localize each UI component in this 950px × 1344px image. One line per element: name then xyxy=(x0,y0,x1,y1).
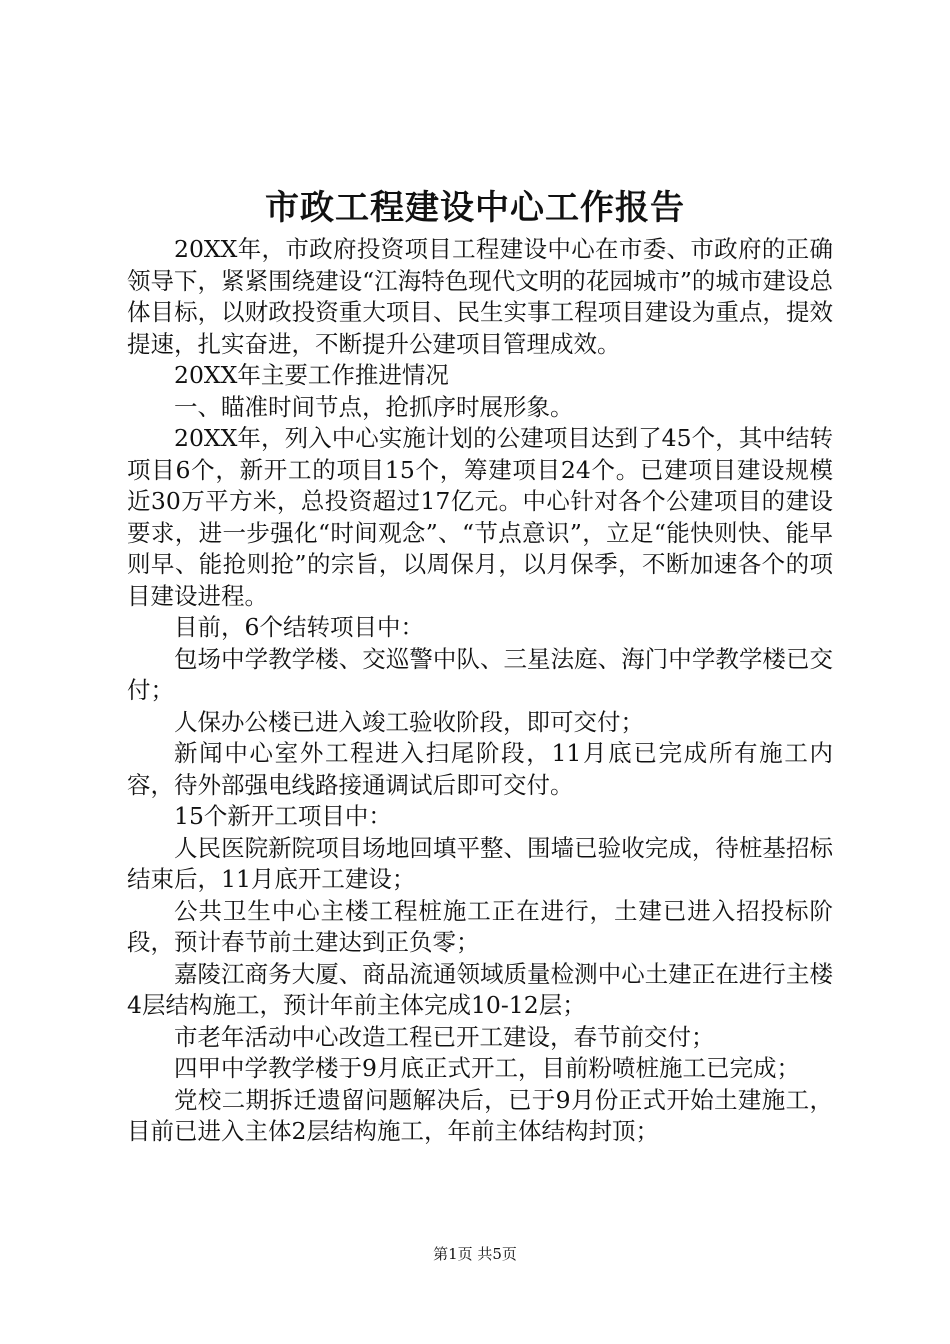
paragraph: 党校二期拆迁遗留问题解决后，已于9月份正式开始土建施工，目前已进入主体2层结构施工，年前主体结构封顶； xyxy=(127,1085,833,1145)
paragraph: 四甲中学教学楼于9月底正式开工，目前粉喷桩施工已完成； xyxy=(174,1054,800,1082)
paragraph: 新闻中心室外工程进入扫尾阶段，11月底已完成所有施工内容，待外部强电线路接通调试后即可交付。 xyxy=(127,739,833,799)
paragraph: 15个新开工项目中： xyxy=(174,802,392,830)
paragraph: 市老年活动中心改造工程已开工建设，春节前交付； xyxy=(174,1022,715,1051)
page-footer: 第1页 共5页 xyxy=(433,1245,517,1263)
paragraph: 20XX年主要工作推进情况 xyxy=(174,361,449,389)
paragraph: 人民医院新院项目场地回填平整、围墙已验收完成，待桩基招标结束后，11月底开工建设； xyxy=(127,833,833,893)
document-body xyxy=(127,234,833,1148)
paragraph: 20XX年，列入中心实施计划的公建项目达到了45个，其中结转项目6个，新开工的项目15个，筹建项目24个。已建项目建设规模近30万平方米，总投资超过17亿元。中心针对各个公建项目的建设要求，进一步强化“时间观念”、“节点意识”，立足“能快则快、能早则早、能抢则抢”的宗旨，以周保月，以月保季，不断加速各个的项目建设进程。 xyxy=(127,424,833,610)
paragraph: 20XX年，市政府投资项目工程建设中心在市委、市政府的正确领导下，紧紧围绕建设“江海特色现代文明的花园城市”的城市建设总体目标，以财政投资重大项目、民生实事工程项目建设为重点，提效提速，扎实奋进，不断提升公建项目管理成效。 xyxy=(127,235,833,358)
paragraph: 一、瞄准时间节点，抢抓序时展形象。 xyxy=(174,392,574,421)
paragraph: 人保办公楼已进入竣工验收阶段，即可交付； xyxy=(174,707,644,736)
paragraph: 公共卫生中心主楼工程桩施工正在进行，土建已进入招投标阶段，预计春节前土建达到正负零； xyxy=(127,896,833,956)
paragraph: 目前，6个结转项目中： xyxy=(174,613,424,641)
paragraph: 嘉陵江商务大厦、商品流通领域质量检测中心土建正在进行主楼4层结构施工，预计年前主体完成10-12层； xyxy=(127,959,833,1019)
paragraph: 包场中学教学楼、交巡警中队、三星法庭、海门中学教学楼已交付； xyxy=(127,644,833,704)
document-title: 市政工程建设中心工作报告 xyxy=(265,188,685,228)
